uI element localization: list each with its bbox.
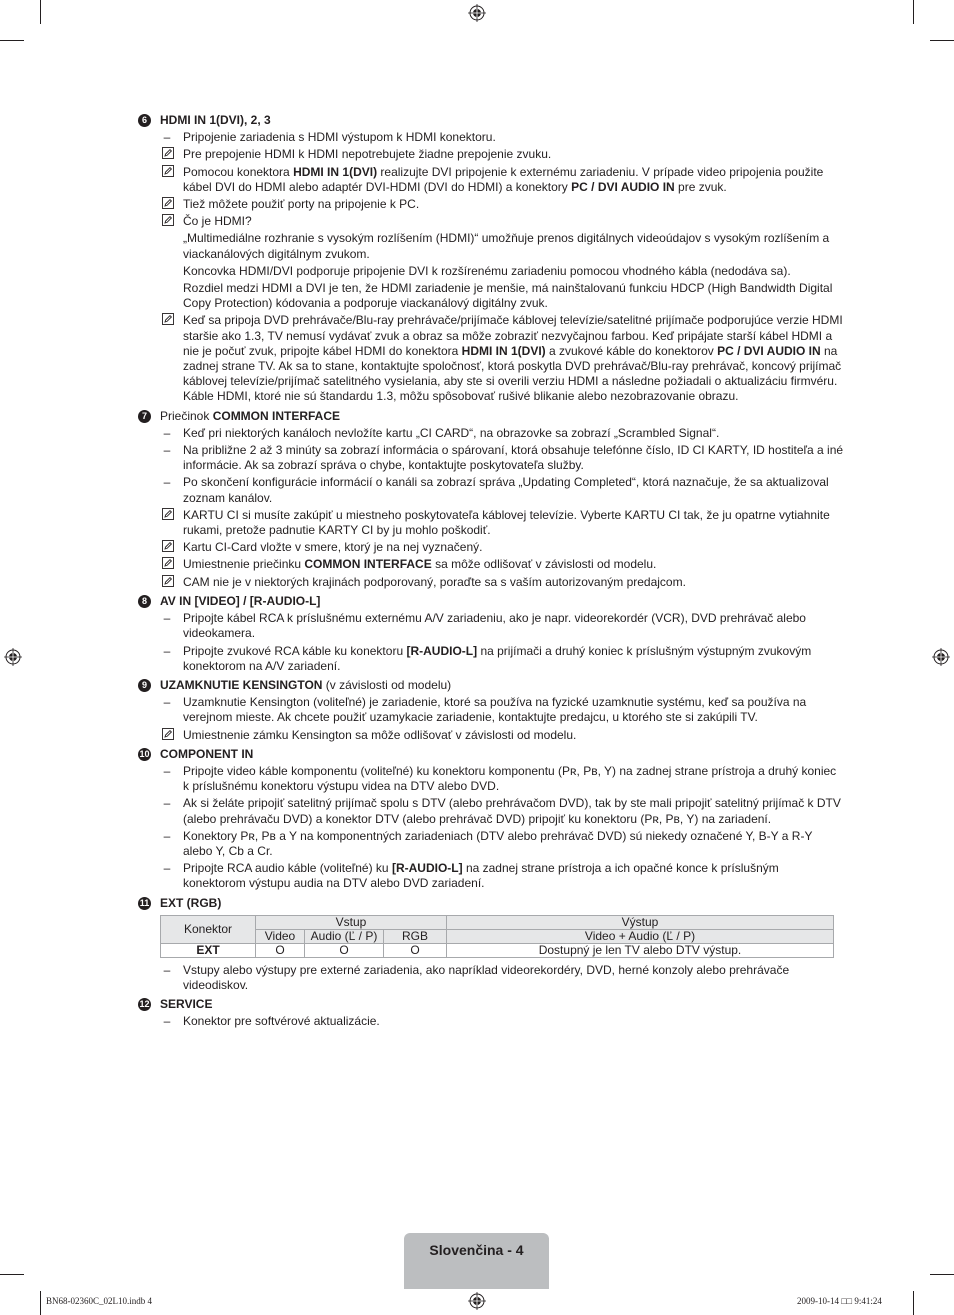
note-item xyxy=(138,165,844,195)
page-label: Slovenčina - 4 xyxy=(429,1242,524,1258)
body-paragraph xyxy=(138,231,844,261)
table-subheader-video-audio: Video + Audio (Ľ / P) xyxy=(447,929,834,943)
section-heading-av-in xyxy=(138,594,844,609)
list-item xyxy=(138,963,844,993)
text: Pripojte video káble komponentu (voliteľné) ku konektoru komponentu (Pʀ, Pʙ, Y) na zadnej strane prístroja a druhý koniec k príslušnému konektoru výstupu videa na DTV alebo DVD. xyxy=(183,763,837,794)
note-item xyxy=(138,557,844,572)
registration-mark-icon xyxy=(468,4,486,22)
crop-mark xyxy=(913,0,914,24)
table-subheader-video: Video xyxy=(256,929,305,943)
section-title: UZAMKNUTIE KENSINGTON xyxy=(160,677,323,692)
crop-mark xyxy=(913,1291,914,1315)
note-pencil-icon xyxy=(160,214,176,226)
note-item xyxy=(138,147,844,162)
text: Po skončení konfigurácie informácií o kanáli sa zobrazí správa „Updating Completed“, ktorá naznačuje, že sa aktualizoval zoznam kanálov. xyxy=(183,475,829,505)
print-slug-date: 2009-10-14 □□ 9:41:24 xyxy=(797,1296,882,1306)
bold-text: [R-AUDIO-L] xyxy=(406,643,478,658)
kensington-items xyxy=(138,695,844,743)
list-item xyxy=(138,426,844,441)
text: Keď sa pripoja DVD prehrávače/Blu-ray prehrávače/prijímače káblovej televízie/satelitné prijímače podporujúce verzie HDMI staršie ako 1.3, TV nemusí vydávať zvuk a obraz sa môže zobraziť nezvyčajnou farbou. Keď pripájate starší kábel HDMI a nie je počuť zvuk, pripojte kábel HDMI do konektora xyxy=(183,313,843,358)
note-pencil-icon xyxy=(160,313,176,325)
print-slug-file: BN68-02360C_02L10.indb 4 xyxy=(46,1296,153,1306)
bold-text: COMMON INTERFACE xyxy=(304,557,432,572)
note-item xyxy=(138,214,844,229)
table-cell-ext: EXT xyxy=(161,943,256,957)
text: sa môže odlišovať v závislosti od modelu. xyxy=(431,557,657,572)
text: Pripojte kábel RCA k príslušnému externému A/V zariadeniu, ako je napr. videorekordér (VCR), DVD prehrávač alebo videokamera. xyxy=(183,611,806,641)
text: „Multimediálne rozhranie s vysokým rozlíšením (HDMI)“ umožňuje prenos digitálnych videoúdajov s vysokým rozlíšením a viackanálových digitálnym zvukom. xyxy=(183,231,830,261)
text: Na približne 2 až 3 minúty sa zobrazí informácia o spárovaní, ktorá obsahuje telefónne číslo, ID CI KARTY, ID hostiteľa a iné informácie. Ak sa zobrazí správa o chybe, kontaktujte poskytovateľa služby. xyxy=(183,443,844,473)
text: a zvukové káble do konektorov xyxy=(545,343,718,358)
section-title: COMPONENT IN xyxy=(160,746,254,761)
list-item xyxy=(138,130,844,145)
text: Keď pri niektorých kanáloch nevložíte kartu „CI CARD“, na obrazovke sa zobrazí „Scrambled Signal“. xyxy=(183,425,720,440)
text: Rozdiel medzi HDMI a DVI je ten, že HDMI zariadenie je menšie, má nainštalovanú funkciu HDCP (High Bandwidth Digital Copy Protection) kódovania a podporuje viackanálový digitálny zvuk. xyxy=(183,281,833,311)
dash-bullet: – xyxy=(163,643,171,658)
section-title: HDMI IN 1(DVI), 2, 3 xyxy=(160,113,271,127)
section-number: 8 xyxy=(138,595,151,608)
page-number-tab xyxy=(404,1233,549,1289)
list-item xyxy=(138,644,844,674)
section-heading-service xyxy=(138,997,844,1012)
text: Konektory Pʀ, Pʙ a Y na komponentných zariadeniach (DTV alebo prehrávač DVD) sú niekedy označené Y, B-Y a R-Y alebo Y, Cb a Cr. xyxy=(183,828,813,858)
crop-mark xyxy=(0,1274,24,1275)
text: Umiestnenie zámku Kensington sa môže odlišovať v závislosti od modelu. xyxy=(183,727,577,742)
text: na zadnej strane TV. Ak sa to stane, kontaktujte spoločnosť, ktorá poskytla DVD prehrávač/Blu-ray prehrávač, koncový prijímač káblovej televízie/prijímač satelitného vysielania, aby ste si overili verziu HDMI a následne požiadali o aktualizáciu firmvéru. Káble HDMI, ktoré nie sú štandardu 1.3, môžu spôsobovať rušivé blikanie alebo nezobrazovanie obrazu. xyxy=(183,343,842,404)
text: pre zvuk. xyxy=(674,179,727,194)
text: Pre prepojenie HDMI k HDMI nepotrebujete žiadne prepojenie zvuku. xyxy=(183,147,552,162)
table-cell: O xyxy=(305,943,384,957)
note-item xyxy=(138,728,844,743)
section-heading-kensington xyxy=(138,678,844,693)
page-content xyxy=(138,109,844,1032)
bold-text: [R-AUDIO-L] xyxy=(391,861,463,876)
section-number: 10 xyxy=(139,748,150,759)
note-pencil-icon xyxy=(160,728,176,740)
section-title-suffix: (v závislosti od modelu) xyxy=(322,677,452,692)
section-number: 6 xyxy=(138,114,151,127)
table-header-vystup: Výstup xyxy=(447,915,834,929)
crop-mark xyxy=(930,40,954,41)
section-title: AV IN [VIDEO] / [R-AUDIO-L] xyxy=(160,593,321,608)
text: CAM nie je v niektorých krajinách podporovaný, poraďte sa s vaším autorizovaným predajcom. xyxy=(183,574,686,589)
text: na zadnej strane prístroja a ich opačné konce k príslušným konektorom výstupu audia na DTV alebo DVD zariadení. xyxy=(183,861,779,891)
list-item xyxy=(138,695,844,725)
registration-mark-icon xyxy=(4,648,22,666)
text: Umiestnenie priečinku xyxy=(183,557,305,572)
table-header-konektor: Konektor xyxy=(161,915,256,943)
ci-items xyxy=(138,426,844,590)
list-item xyxy=(138,861,844,891)
dash-bullet: – xyxy=(163,861,171,876)
registration-mark-icon xyxy=(468,1292,486,1310)
text: Konektor pre softvérové aktualizácie. xyxy=(183,1014,380,1029)
section-heading-component-in xyxy=(138,747,844,762)
text: Kartu CI-Card vložte v smere, ktorý je na nej vyznačený. xyxy=(183,540,483,555)
text: Ak si želáte pripojiť satelitný prijímač spolu s DTV (alebo prehrávačom DVD), tak by ste mali pripojiť satelitný prijímač k DTV (alebo prehrávaču DVD) a konektor DTV (alebo prehrávač DVD) pripojiť ku konektoru (Pʀ, Pʙ, Y) na zariadení. xyxy=(183,796,841,826)
body-paragraph xyxy=(138,264,844,279)
bold-text: HDMI IN 1(DVI) xyxy=(293,164,378,179)
list-item xyxy=(138,764,844,794)
text: Pripojenie zariadenia s HDMI výstupom k HDMI konektoru. xyxy=(183,130,496,145)
note-pencil-icon xyxy=(160,165,176,177)
list-item xyxy=(138,1014,844,1029)
section-title: EXT (RGB) xyxy=(160,895,222,910)
text: KARTU CI si musíte zakúpiť u miestneho poskytovateľa káblovej televízie. Vyberte KARTU CI tak, že ju opatrne vytiahnite rukami, pretože padnutie KARTY CI by ju mohlo poškodiť. xyxy=(183,507,830,538)
dash-bullet: – xyxy=(163,828,171,843)
note-item xyxy=(138,508,844,538)
section-heading-hdmi xyxy=(138,113,844,128)
text: Vstupy alebo výstupy pre externé zariadenia, ako napríklad videorekordéry, DVD, herné konzoly alebo prehrávače videodiskov. xyxy=(183,962,790,992)
dash-bullet: – xyxy=(163,475,171,490)
dash-bullet: – xyxy=(163,1014,171,1029)
note-item xyxy=(138,540,844,555)
service-items xyxy=(138,1014,844,1029)
section-number: 7 xyxy=(138,410,151,423)
dash-bullet: – xyxy=(163,695,171,710)
text: Pripojte RCA audio káble (voliteľné) ku xyxy=(183,861,392,876)
section-title-prefix: Priečinok xyxy=(160,408,213,423)
list-item xyxy=(138,796,844,826)
component-items xyxy=(138,764,844,892)
note-pencil-icon xyxy=(160,557,176,569)
text: Tiež môžete použiť porty na pripojenie k PC. xyxy=(183,197,420,212)
ext-connector-table xyxy=(160,915,834,958)
text: na prijímači a druhý koniec k príslušným výstupným zvukovým konektorom na A/V zariadení. xyxy=(183,643,812,673)
bold-text: PC / DVI AUDIO IN xyxy=(717,343,821,358)
hdmi-items xyxy=(138,130,844,404)
list-item xyxy=(138,611,844,641)
crop-mark xyxy=(40,0,41,24)
section-number: 12 xyxy=(139,999,150,1010)
note-pencil-icon xyxy=(160,197,176,209)
section-heading-common-interface xyxy=(138,409,844,424)
bold-text: PC / DVI AUDIO IN xyxy=(571,179,675,194)
dash-bullet: – xyxy=(163,763,171,778)
dash-bullet: – xyxy=(163,611,171,626)
ext-items xyxy=(138,963,844,993)
table-cell: O xyxy=(384,943,447,957)
bold-text: HDMI IN 1(DVI) xyxy=(461,343,546,358)
note-item xyxy=(138,313,844,404)
table-header-vstup: Vstup xyxy=(256,915,447,929)
section-heading-ext-rgb xyxy=(138,896,844,911)
crop-mark xyxy=(930,1274,954,1275)
note-pencil-icon xyxy=(160,147,176,159)
av-items xyxy=(138,611,844,674)
section-title: COMMON INTERFACE xyxy=(212,408,341,423)
note-pencil-icon xyxy=(160,540,176,552)
section-number: 11 xyxy=(139,897,150,908)
dash-bullet: – xyxy=(163,130,171,145)
section-title: SERVICE xyxy=(160,997,213,1012)
list-item xyxy=(138,475,844,505)
text: Koncovka HDMI/DVI podporuje pripojenie DVI k rozšírenému zariadeniu pomocou vhodného kábla (nedodáva sa). xyxy=(183,263,791,278)
dash-bullet: – xyxy=(163,425,171,440)
text: Pripojte zvukové RCA káble ku konektoru xyxy=(183,643,407,658)
dash-bullet: – xyxy=(163,962,171,977)
note-item xyxy=(138,575,844,590)
text: Pomocou konektora xyxy=(183,164,294,179)
crop-mark xyxy=(0,40,24,41)
text: realizujte DVI pripojenie k externému zariadeniu. V prípade video pripojenia použite kábel DVI do HDMI alebo adaptér DVI-HDMI (DVI do HDMI) a konektory xyxy=(183,164,824,194)
note-pencil-icon xyxy=(160,575,176,587)
registration-mark-icon xyxy=(932,648,950,666)
body-paragraph xyxy=(138,281,844,311)
text: Uzamknutie Kensington (voliteľné) je zariadenie, ktoré sa používa na fyzické uzamknutie systému, keď sa používa na verejnom mieste. Ak chcete použiť uzamykacie zariadenie, kontaktujte predajcu, u ktorého ste si zakúpili TV. xyxy=(183,695,807,725)
table-cell: Dostupný je len TV alebo DTV výstup. xyxy=(447,943,834,957)
section-number: 9 xyxy=(138,679,151,692)
dash-bullet: – xyxy=(163,443,171,458)
table-subheader-rgb: RGB xyxy=(384,929,447,943)
table-row xyxy=(161,943,834,957)
dash-bullet: – xyxy=(163,796,171,811)
list-item xyxy=(138,829,844,859)
note-pencil-icon xyxy=(160,508,176,520)
list-item xyxy=(138,443,844,473)
crop-mark xyxy=(40,1291,41,1315)
note-item xyxy=(138,197,844,212)
table-cell: O xyxy=(256,943,305,957)
text: Čo je HDMI? xyxy=(183,214,252,229)
table-subheader-audio: Audio (Ľ / P) xyxy=(305,929,384,943)
